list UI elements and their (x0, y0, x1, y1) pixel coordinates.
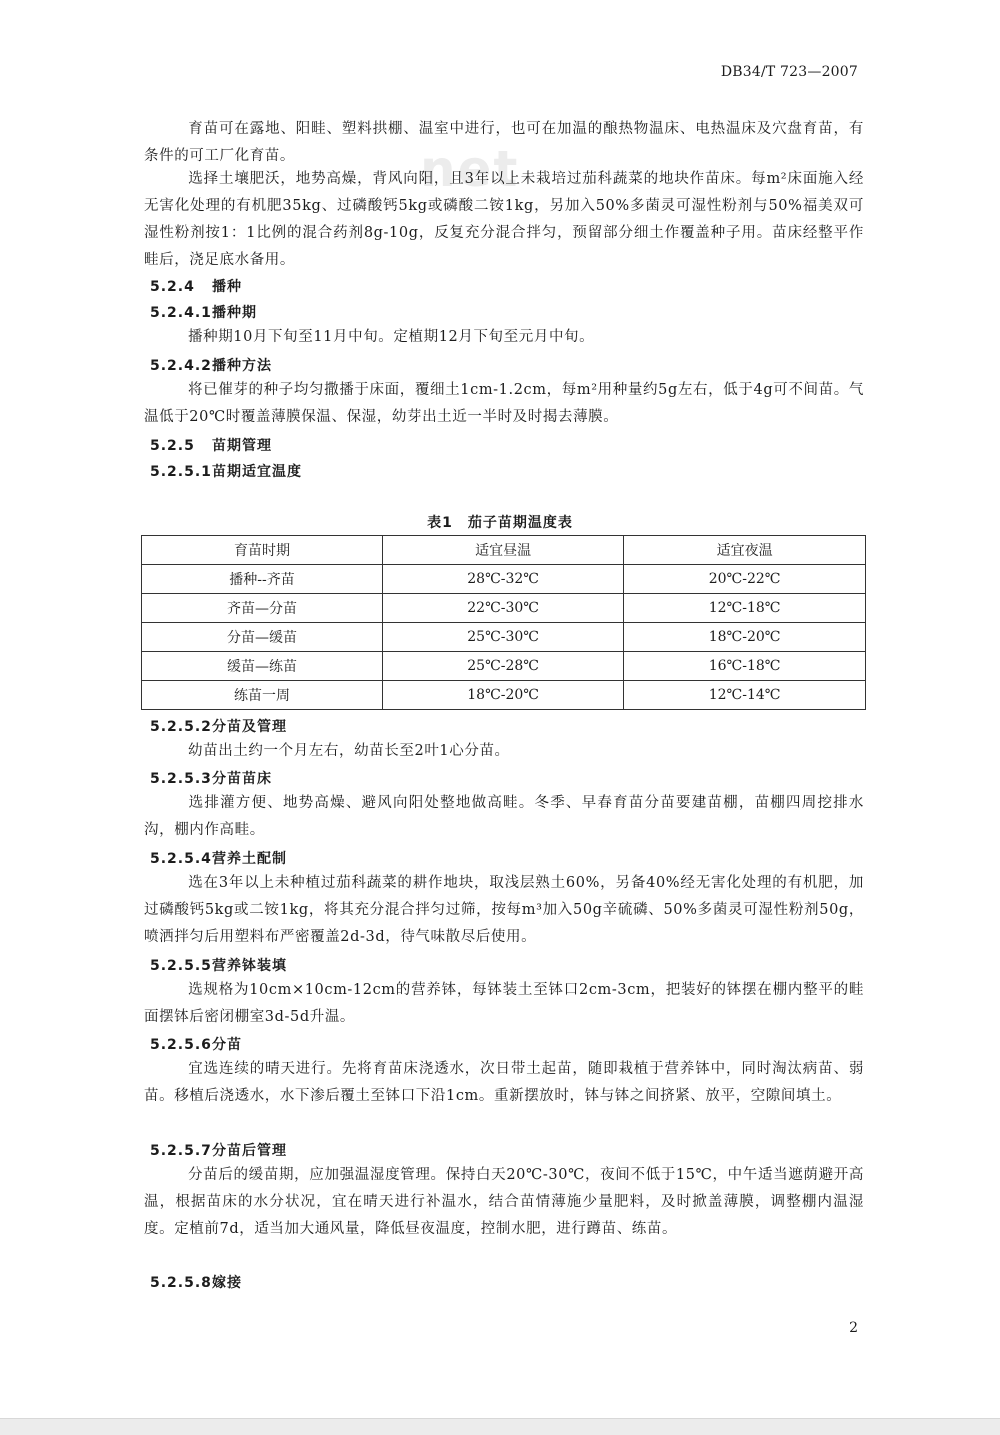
table-row (142, 565, 866, 594)
section-title: 播种方法 (212, 358, 272, 374)
table-row (142, 681, 866, 710)
section-title: 苗期管理 (212, 438, 272, 454)
table-row (142, 652, 866, 681)
table-row (142, 623, 866, 652)
section-heading (150, 716, 287, 736)
section-number: 5.2.5.2 (150, 719, 212, 735)
section-heading (150, 848, 287, 868)
table-cell: 18℃-20℃ (624, 623, 866, 652)
paragraph (144, 790, 864, 844)
section-title: 营养土配制 (212, 851, 287, 867)
table-header-row (142, 536, 866, 565)
paragraph-text: 幼苗出土约一个月左右，幼苗长至2叶1心分苗。 (188, 743, 510, 759)
paragraph (144, 166, 864, 274)
paragraph-text: 宜选连续的晴天进行。先将育苗床浇透水，次日带土起苗，随即栽植于营养钵中，同时淘汰病苗、弱苗。移植后浇透水，水下渗后覆土至钵口下沿1cm。重新摆放时，钵与钵之间挤紧、放平，空隙间填土。 (144, 1061, 864, 1104)
temperature-table (141, 535, 866, 710)
paragraph (144, 1162, 864, 1243)
section-number: 5.2.4.1 (150, 305, 212, 321)
table-cell: 齐苗—分苗 (142, 594, 383, 623)
table-cell: 12℃-14℃ (624, 681, 866, 710)
table-cell: 18℃-20℃ (383, 681, 624, 710)
table-cell: 22℃-30℃ (383, 594, 624, 623)
section-heading (150, 461, 302, 481)
section-heading (150, 276, 242, 296)
paragraph-text: 选在3年以上未种植过茄科蔬菜的耕作地块，取浅层熟土60%，另备40%经无害化处理的有机肥，加过磷酸钙5kg或二铵1kg，将其充分混合拌匀过筛，按每m³加入50g辛硫磷、50%多菌灵可湿性粉剂50g，喷洒拌匀后用塑料布严密覆盖2d-3d，待气味散尽后使用。 (144, 875, 864, 945)
section-heading (150, 768, 272, 788)
table-title: 表1 茄子苗期温度表 (427, 515, 573, 531)
table-header-cell: 育苗时期 (142, 536, 383, 565)
section-number: 5.2.4.2 (150, 358, 212, 374)
section-title: 营养钵装填 (212, 958, 287, 974)
paragraph (144, 738, 864, 765)
section-heading (150, 1140, 287, 1160)
section-heading (150, 1272, 242, 1292)
section-title: 播种期 (212, 305, 257, 321)
paragraph-text: 育苗可在露地、阳畦、塑料拱棚、温室中进行，也可在加温的酿热物温床、电热温床及穴盘育苗，有条件的可工厂化育苗。 (144, 121, 864, 164)
paragraph-text: 将已催芽的种子均匀撒播于床面，覆细土1cm-1.2cm，每m²用种量约5g左右，低于4g可不间苗。气温低于20℃时覆盖薄膜保温、保湿，幼芽出土近一半时及时揭去薄膜。 (144, 382, 864, 425)
table-row (142, 594, 866, 623)
table-cell: 缓苗—练苗 (142, 652, 383, 681)
section-heading (150, 955, 287, 975)
table-cell: 16℃-18℃ (624, 652, 866, 681)
section-number: 5.2.5 (150, 438, 195, 454)
table-cell: 练苗一周 (142, 681, 383, 710)
section-heading (150, 1034, 242, 1054)
paragraph (144, 377, 864, 431)
paragraph-text: 选排灌方便、地势高燥、避风向阳处整地做高畦。冬季、早春育苗分苗要建苗棚，苗棚四周挖排水沟，棚内作高畦。 (144, 795, 864, 838)
viewer-bottom-bar (0, 1418, 1000, 1435)
table-cell: 12℃-18℃ (624, 594, 866, 623)
paragraph-text: 播种期10月下旬至11月中旬。定植期12月下旬至元月中旬。 (188, 329, 595, 345)
section-title: 分苗后管理 (212, 1143, 287, 1159)
section-title: 苗期适宜温度 (212, 464, 302, 480)
table-header-cell: 适宜昼温 (383, 536, 624, 565)
table-cell: 25℃-28℃ (383, 652, 624, 681)
section-number: 5.2.5.5 (150, 958, 212, 974)
paragraph (144, 324, 864, 351)
paragraph (144, 977, 864, 1031)
section-title: 分苗及管理 (212, 719, 287, 735)
section-heading (150, 355, 272, 375)
document-code: DB34/T 723—2007 (720, 64, 858, 80)
paragraph (144, 1056, 864, 1110)
section-number: 5.2.5.4 (150, 851, 212, 867)
section-title: 分苗 (212, 1037, 242, 1053)
section-heading (150, 435, 272, 455)
paragraph (144, 116, 864, 170)
section-number: 5.2.5.7 (150, 1143, 212, 1159)
paragraph-text: 选择土壤肥沃，地势高燥，背风向阳，且3年以上未栽培过茄科蔬菜的地块作苗床。每m²床面施入经无害化处理的有机肥35kg、过磷酸钙5kg或磷酸二铵1kg，另加入50%多菌灵可湿性粉剂与50%福美双可湿性粉剂按1：1比例的混合药剂8g-10g，反复充分混合拌匀，预留部分细土作覆盖种子用。苗床经整平作畦后，浇足底水备用。 (144, 171, 864, 268)
table-header-cell: 适宜夜温 (624, 536, 866, 565)
section-heading (150, 302, 257, 322)
section-number: 5.2.5.3 (150, 771, 212, 787)
paragraph-text: 选规格为10cm×10cm-12cm的营养钵，每钵装土至钵口2cm-3cm，把装好的钵摆在棚内整平的畦面摆钵后密闭棚室3d-5d升温。 (144, 982, 864, 1025)
table-body (142, 565, 866, 710)
section-title: 分苗苗床 (212, 771, 272, 787)
section-number: 5.2.5.1 (150, 464, 212, 480)
section-number: 5.2.4 (150, 279, 195, 295)
section-number: 5.2.5.8 (150, 1275, 212, 1291)
section-title: 嫁接 (212, 1275, 242, 1291)
section-number: 5.2.5.6 (150, 1037, 212, 1053)
table-cell: 播种--齐苗 (142, 565, 383, 594)
table-cell: 25℃-30℃ (383, 623, 624, 652)
paragraph (144, 870, 864, 951)
watermark: net (420, 140, 520, 198)
table-cell: 20℃-22℃ (624, 565, 866, 594)
paragraph-text: 分苗后的缓苗期，应加强温湿度管理。保持白天20℃-30℃，夜间不低于15℃，中午适当遮荫避开高温，根据苗床的水分状况，宜在晴天进行补温水，结合苗情薄施少量肥料，及时掀盖薄膜，调整棚内温湿度。定植前7d，适当加大通风量，降低昼夜温度，控制水肥，进行蹲苗、练苗。 (144, 1167, 864, 1237)
page-number: 2 (849, 1320, 858, 1336)
table-cell: 28℃-32℃ (383, 565, 624, 594)
table-cell: 分苗—缓苗 (142, 623, 383, 652)
section-title: 播种 (212, 279, 242, 295)
